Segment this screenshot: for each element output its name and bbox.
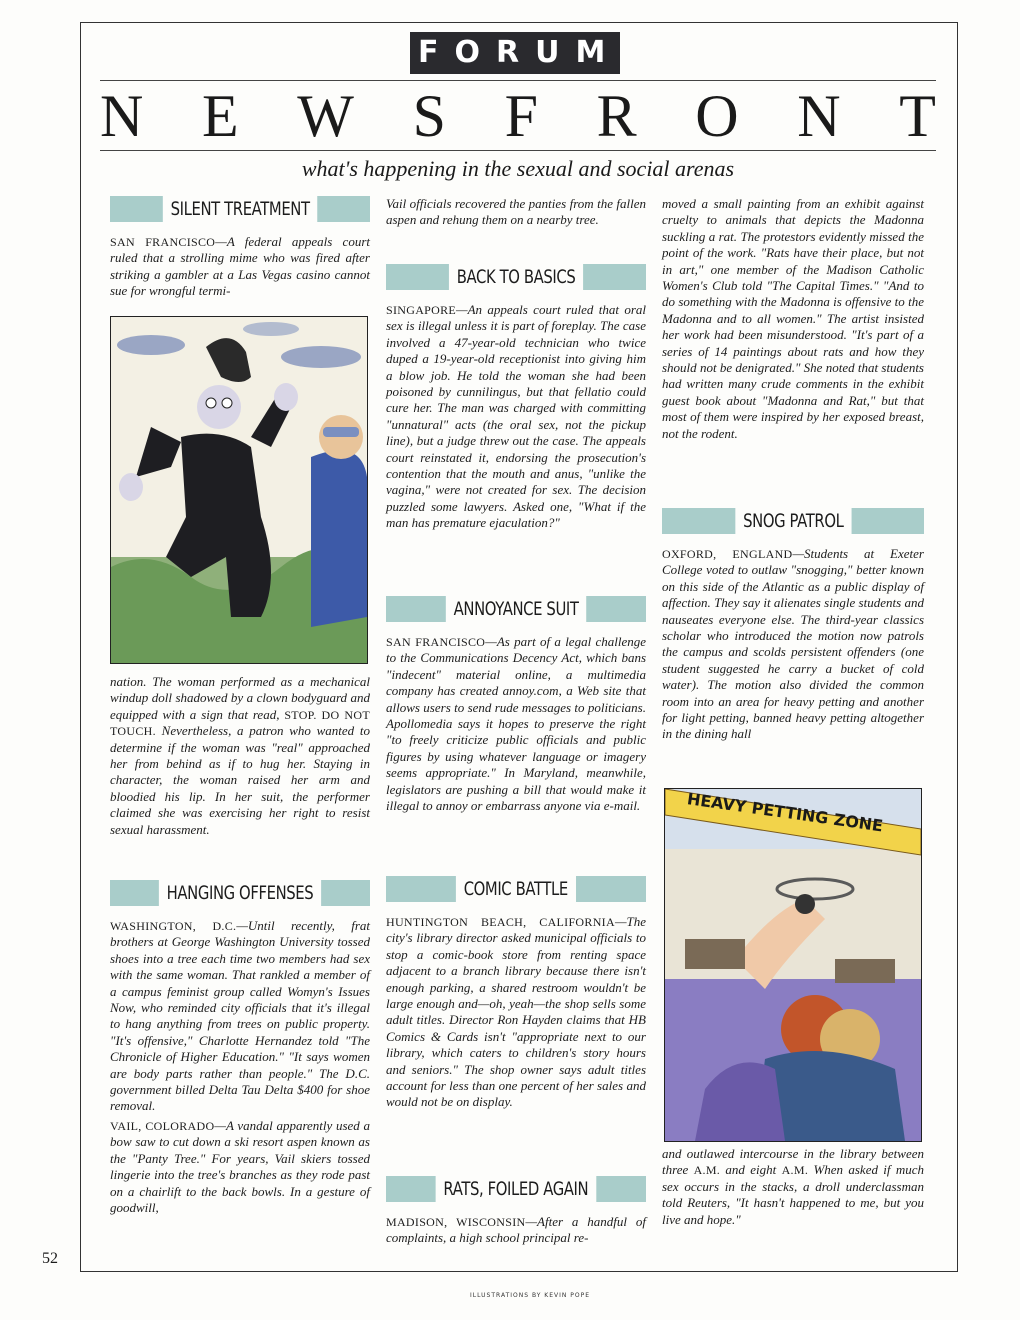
top-rule bbox=[100, 80, 936, 81]
dateline: VAIL, COLORADO bbox=[110, 1118, 215, 1133]
article-text: When asked if much sex occurs in the stacks, a droll underclassman told Reuters, "It hasn't happened to me, but you live and hope." bbox=[662, 1162, 924, 1227]
article-text: —Students at Exeter College voted to outlaw "snogging," better known on this side of the Atlantic as a public display of affection. They say it alienates single students and nauseates everyone else. The third-year classics scholar who introduced the motion now patrols the campus and scolds persistent offenders (one student suggested he carry a bucket of cold water). The motion also divided the common room into an area for heavy petting and another for light petting, banned heavy petting altogether in the dining hall bbox=[662, 546, 924, 742]
heading-annoyance-suit: ANNOYANCE SUIT bbox=[386, 596, 646, 622]
article-rats-foiled-again bbox=[386, 1214, 646, 1247]
article-text: —After a handful of complaints, a high school principal re- bbox=[386, 1214, 646, 1246]
article-silent-treatment-continued bbox=[110, 674, 370, 838]
title-letter: E bbox=[201, 83, 239, 149]
sign-label: HEAVY PETTING ZONE bbox=[685, 789, 885, 836]
article-back-to-basics bbox=[386, 302, 646, 532]
heading-snog-patrol: SNOG PATROL bbox=[662, 508, 924, 534]
dateline: SAN FRANCISCO bbox=[110, 235, 216, 249]
title-letter: R bbox=[596, 83, 637, 149]
dateline: OXFORD, ENGLAND bbox=[662, 547, 793, 561]
article-comic-battle bbox=[386, 914, 646, 1111]
article-rats-continued bbox=[662, 196, 924, 442]
article-silent-treatment-intro bbox=[110, 234, 370, 300]
illustration-credit: ILLUSTRATIONS BY KEVIN POPE bbox=[470, 1292, 591, 1299]
article-text: —A vandal apparently used a bow saw to cut down a ski resort aspen known as the "Panty Tree." For years, Vail skiers tossed lingerie into the tree's branches as they rode past on a chairlift to the back bowls. In a gesture of goodwill, bbox=[110, 1117, 370, 1215]
article-text: nation. The woman performed as a mechanical windup doll shadowed by a clown bodyguard and equipped with a sign that read, bbox=[110, 674, 370, 722]
dateline: HUNTINGTON BEACH, CALIFORNIA bbox=[386, 915, 615, 929]
article-text: —Until recently, frat brothers at George Washington University tossed shoes into a tree each time two members had sex with the same woman. That rankled a member of a campus feminist group called Womyn's Issues Now, who reminded city officials that it's illegal to hang anything from trees on public property. "It's offensive," Charlotte Hernandez told "The Chronicle of Higher Education." "It says women are body parts rather than people." The D.C. government billed Delta Tau Delta $400 for shoe removal. bbox=[110, 918, 370, 1114]
time-text: A.M. bbox=[781, 1163, 809, 1178]
article-vail-continued bbox=[386, 196, 646, 229]
title-letter: T bbox=[899, 83, 936, 149]
article-text: and outlawed intercourse in the library between three bbox=[662, 1146, 924, 1178]
article-text: —As part of a legal challenge to the Communications Decency Act, which bans "indecent" material online, a multimedia company has created annoy.com, a Web site that allows users to send rude messages to politicians. Apollomedia says it hopes to preserve the right "to freely criticize public officials and public figures by using whatever language or imagery seems appropriate." In Maryland, meanwhile, legislators are pushing a bill that would make it illegal to annoy or embarrass anyone via e-mail. bbox=[386, 634, 646, 814]
sign-text: STOP. DO NOT TOUCH. bbox=[110, 707, 370, 739]
article-text: Vail officials recovered the panties from the fallen aspen and rehung them on a nearby tree. bbox=[386, 196, 646, 228]
article-text: and eight bbox=[720, 1162, 782, 1178]
heading-rats-foiled-again: RATS, FOILED AGAIN bbox=[386, 1176, 646, 1202]
page-title bbox=[100, 84, 936, 148]
title-letter: W bbox=[297, 83, 354, 149]
section-label: FORUM bbox=[410, 32, 620, 74]
title-letter: O bbox=[695, 83, 739, 149]
page-number: 52 bbox=[42, 1250, 58, 1267]
article-text: Nevertheless, a patron who wanted to determine if the woman was "real" approached her from behind as if to hug her. Staying in character, the woman raised her arm and bloodied his lip. In her suit, the performer claimed she was exercising her right to resist sexual harassment. bbox=[110, 723, 370, 837]
heading-hanging-offenses: HANGING OFFENSES bbox=[110, 880, 370, 906]
article-text: moved a small painting from an exhibit against cruelty to animals that depicts the Madonna suckling a rat. The protestors evidently missed the point of the work. "Rats have their place, but not in art," one member of the Madison Catholic Women's Club told "The Capital Times." "And to do something with the Madonna is offensive to the Madonna and to all women." The artist insisted her work had been misunderstood. "It's part of a series of 14 paintings about rats and how they should not be denigrated." She noted that students had written many crude comments in the exhibit guest book about "Madonna and Rat," but that most of them were inspired by her exposed breast, not the rodent. bbox=[662, 196, 924, 441]
title-letter: F bbox=[504, 83, 538, 149]
dateline: SINGAPORE bbox=[386, 303, 457, 317]
mime-illustration bbox=[110, 316, 368, 664]
article-text: —An appeals court ruled that oral sex is illegal unless it is part of foreplay. The case involved a 47-year-old technician who twice duped a 19-year-old receptionist into giving him a blow job. He told the woman she had been poisoned by cunnilingus, but that fellatio could cure her. The man was charged with committing "unnatural" acts (the oral sex, not the pickup line), but a judge threw out the case. The appeals court reinstated it, endorsing the prosecution's contention that the mouth and anus, "unlike the vagina," were not created for sex. The decision puzzled some lawyers. Asked one, "What if the man has premature ejaculation?" bbox=[386, 302, 646, 531]
article-snog-patrol-continued bbox=[662, 1146, 924, 1228]
article-text: —A federal appeals court ruled that a strolling mime who was fired after striking a gambler at a Las Vegas casino cannot sue for wrongful termi- bbox=[110, 234, 370, 299]
heading-back-to-basics: BACK TO BASICS bbox=[386, 264, 646, 290]
article-annoyance-suit bbox=[386, 634, 646, 814]
heading-comic-battle: COMIC BATTLE bbox=[386, 876, 646, 902]
title-rule bbox=[100, 150, 936, 151]
heavy-petting-illustration bbox=[664, 788, 922, 1142]
dateline: WASHINGTON, D.C. bbox=[110, 919, 237, 933]
dateline: MADISON, WISCONSIN bbox=[386, 1215, 526, 1229]
page-subtitle: what's happening in the sexual and social arenas bbox=[301, 156, 735, 181]
article-snog-patrol bbox=[662, 546, 924, 743]
article-hanging-offenses bbox=[110, 918, 370, 1216]
article-text: —The city's library director asked municipal officials to stop a comic-book store from renting space adjacent to a branch library because there isn't enough parking, a shared restroom wouldn't be large enough and—oh, yeah—the shop sells some adult titles. Director Ron Hayden claims that HB Comics & Cards isn't "appropriate next to our library, which caters to children's story hours and seniors." The shop owner says adult titles account for less than one percent of her sales and would not be on display. bbox=[386, 914, 646, 1110]
mime-cartoon-image bbox=[111, 317, 367, 663]
title-letter: N bbox=[100, 83, 144, 149]
time-text: A.M. bbox=[693, 1163, 721, 1178]
heavy-petting-cartoon-image bbox=[665, 789, 921, 1141]
dateline: SAN FRANCISCO bbox=[386, 635, 486, 649]
heading-silent-treatment: SILENT TREATMENT bbox=[110, 196, 370, 222]
title-letter: S bbox=[412, 83, 446, 149]
title-letter: N bbox=[797, 83, 841, 149]
